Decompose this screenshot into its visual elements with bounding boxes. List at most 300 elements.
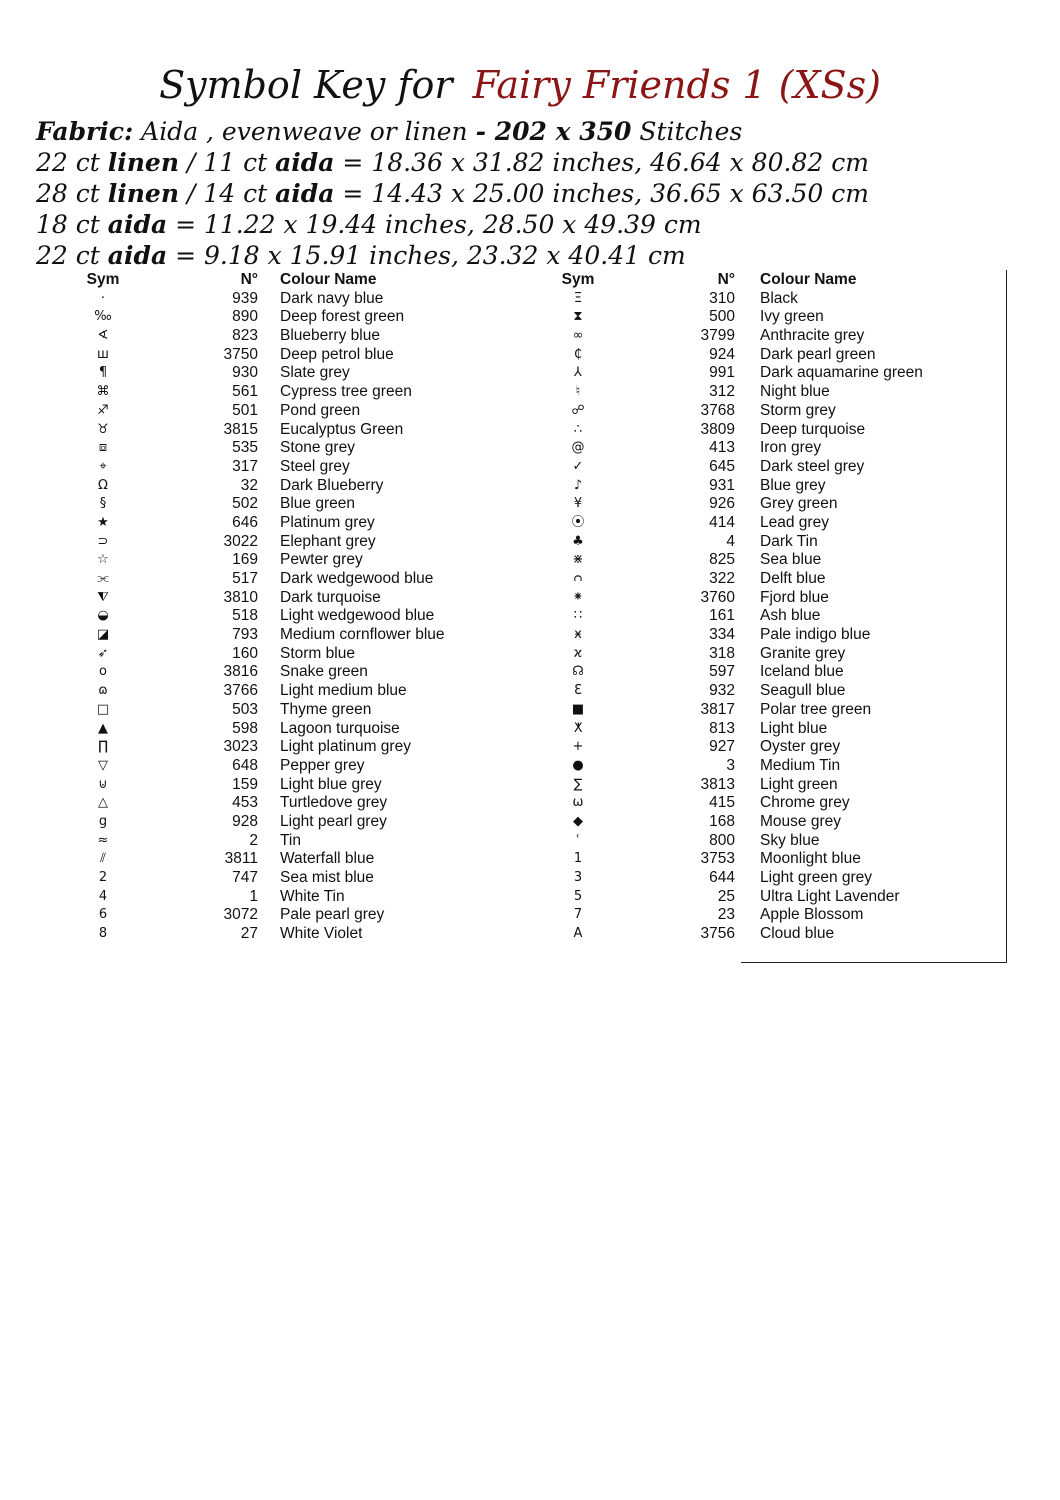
right-rows xyxy=(555,290,955,944)
symbol-cell: □ xyxy=(96,701,110,717)
number-cell: 161 xyxy=(709,607,735,625)
symbol-cell: 7 xyxy=(573,907,583,923)
table-row xyxy=(555,495,955,514)
colour-name-cell: Dark navy blue xyxy=(280,289,384,307)
fabric-label: Fabric: xyxy=(36,117,134,146)
symbol-key-left xyxy=(80,271,500,944)
size-line-part: 18 ct xyxy=(36,210,108,239)
table-row xyxy=(555,290,955,309)
symbol-cell: ⊍ xyxy=(98,776,108,792)
table-row xyxy=(80,402,500,421)
colour-name-cell: Thyme green xyxy=(280,700,372,718)
symbol-cell: ● xyxy=(572,757,584,773)
number-cell: 648 xyxy=(232,756,258,774)
number-cell: 1 xyxy=(249,887,258,905)
colour-name-cell: Dark pearl green xyxy=(760,345,876,363)
colour-name-cell: Ultra Light Lavender xyxy=(760,887,900,905)
table-row xyxy=(80,682,500,701)
colour-name-cell: Dark aquamarine green xyxy=(760,364,923,382)
table-row xyxy=(555,663,955,682)
symbol-cell: ᴒ xyxy=(573,571,583,586)
table-row xyxy=(80,570,500,589)
colour-name-cell: Iron grey xyxy=(760,439,822,457)
number-cell: 413 xyxy=(709,439,735,457)
symbol-cell: ▽ xyxy=(98,757,108,773)
table-row xyxy=(80,776,500,795)
symbol-cell: ¥ xyxy=(573,496,583,512)
number-cell: 645 xyxy=(709,457,735,475)
symbol-cell: 8 xyxy=(98,926,108,942)
symbol-cell: ∏ xyxy=(98,739,108,755)
table-row xyxy=(80,290,500,309)
colour-name-cell: Medium Tin xyxy=(760,756,841,774)
table-row xyxy=(80,832,500,851)
colour-name-cell: Delft blue xyxy=(760,570,826,587)
table-row xyxy=(555,477,955,496)
symbol-cell: 3 xyxy=(573,870,583,885)
number-cell: 318 xyxy=(709,644,735,662)
symbol-cell: g xyxy=(98,813,108,829)
colour-name-cell: Fjord blue xyxy=(760,588,829,606)
table-row xyxy=(80,738,500,757)
table-row xyxy=(555,925,955,944)
table-row xyxy=(80,477,500,496)
symbol-cell: ∷ xyxy=(573,608,583,624)
colour-name-cell: White Tin xyxy=(280,887,345,905)
number-cell: 3813 xyxy=(700,775,735,793)
colour-name-cell: Deep petrol blue xyxy=(280,345,394,363)
stitches-word: Stitches xyxy=(631,117,743,146)
number-cell: 991 xyxy=(709,364,735,382)
table-row xyxy=(555,421,955,440)
symbol-cell: ♣ xyxy=(572,533,584,549)
colour-name-cell: Light medium blue xyxy=(280,682,407,700)
table-row xyxy=(555,757,955,776)
colour-name-cell: Black xyxy=(760,289,798,307)
symbol-cell: + xyxy=(572,739,584,755)
symbol-cell: ⅄ xyxy=(574,365,582,381)
number-cell: 502 xyxy=(232,495,258,513)
symbol-cell: ⧗ xyxy=(573,309,583,325)
symbol-cell: · xyxy=(100,290,106,306)
table-header xyxy=(555,271,955,290)
colour-name-cell: Waterfall blue xyxy=(280,850,375,868)
number-cell: 503 xyxy=(232,700,258,718)
number-cell: 3810 xyxy=(223,588,258,606)
colour-name-cell: Pale indigo blue xyxy=(760,626,871,644)
colour-name-cell: Medium cornflower blue xyxy=(280,626,445,644)
symbol-cell: ⌘ xyxy=(96,384,110,400)
symbol-cell: ш xyxy=(97,346,109,362)
number-cell: 3072 xyxy=(223,906,258,924)
table-row xyxy=(80,645,500,664)
table-row xyxy=(555,888,955,907)
header-number: N° xyxy=(240,271,258,288)
symbol-cell: 4 xyxy=(98,888,108,904)
colour-name-cell: Lagoon turquoise xyxy=(280,719,400,737)
colour-name-cell: Pepper grey xyxy=(280,756,365,774)
colour-name-cell: Ash blue xyxy=(760,607,821,625)
colour-name-cell: Steel grey xyxy=(280,457,350,475)
table-row xyxy=(555,402,955,421)
symbol-cell: ⫘ xyxy=(97,571,109,586)
symbol-cell: ◪ xyxy=(96,627,110,643)
colour-name-cell: Ivy green xyxy=(760,308,824,326)
colour-name-cell: Seagull blue xyxy=(760,682,846,700)
table-row xyxy=(80,888,500,907)
fabric-line xyxy=(36,116,1036,147)
number-cell: 414 xyxy=(709,513,735,531)
symbol-cell: 1 xyxy=(573,851,583,867)
symbol-cell: ω xyxy=(572,795,584,811)
symbol-cell: ⁕ xyxy=(572,589,584,605)
number-cell: 3023 xyxy=(223,738,258,756)
symbol-cell: ♉ xyxy=(97,421,109,437)
number-cell: 159 xyxy=(232,775,258,793)
table-row xyxy=(555,589,955,608)
size-line-part: 22 ct xyxy=(36,241,108,270)
size-line-part: = 9.18 x 15.91 inches, 23.32 x 40.41 cm xyxy=(167,241,686,270)
colour-name-cell: Dark turquoise xyxy=(280,588,381,606)
symbol-cell: ⧈ xyxy=(98,440,108,456)
table-frame-right xyxy=(1006,270,1007,963)
number-cell: 924 xyxy=(709,345,735,363)
table-row xyxy=(555,682,955,701)
table-row xyxy=(555,570,955,589)
colour-name-cell: Deep forest green xyxy=(280,308,405,326)
number-cell: 800 xyxy=(709,831,735,849)
symbol-cell: Ω xyxy=(98,477,108,493)
table-row xyxy=(80,589,500,608)
number-cell: 4 xyxy=(726,532,735,550)
table-row xyxy=(80,626,500,645)
number-cell: 23 xyxy=(717,906,735,924)
fabric-size-info xyxy=(36,116,1036,271)
colour-name-cell: Granite grey xyxy=(760,644,846,662)
symbol-cell: ∴ xyxy=(573,421,583,437)
table-row xyxy=(80,607,500,626)
size-line-part: aida xyxy=(107,241,168,270)
colour-name-cell: Platinum grey xyxy=(280,513,375,531)
symbol-cell: ◆ xyxy=(573,813,583,829)
symbol-cell: A xyxy=(573,926,583,942)
number-cell: 747 xyxy=(232,869,258,886)
table-row xyxy=(80,364,500,383)
table-row xyxy=(555,645,955,664)
colour-name-cell: Stone grey xyxy=(280,439,355,457)
size-line-part: / 11 ct xyxy=(179,148,276,177)
pattern-name: Fairy Friends 1 (XSs) xyxy=(472,63,881,107)
number-cell: 3768 xyxy=(700,401,735,419)
colour-name-cell: White Violet xyxy=(280,925,363,943)
symbol-cell: ⵅ xyxy=(573,720,583,736)
size-line-part: 22 ct xyxy=(36,148,108,177)
number-cell: 3750 xyxy=(223,345,258,363)
table-row xyxy=(555,607,955,626)
colour-name-cell: Dark Tin xyxy=(760,532,818,550)
colour-name-cell: Oyster grey xyxy=(760,738,841,756)
number-cell: 932 xyxy=(709,682,735,700)
number-cell: 500 xyxy=(709,308,735,326)
colour-name-cell: Blue green xyxy=(280,495,355,513)
colour-name-cell: Sea mist blue xyxy=(280,869,374,886)
left-rows xyxy=(80,290,500,944)
colour-name-cell: Chrome grey xyxy=(760,794,850,812)
symbol-cell: ⫽ xyxy=(100,851,106,867)
table-row xyxy=(80,720,500,739)
table-row xyxy=(80,906,500,925)
header-sym: Sym xyxy=(86,271,120,288)
symbol-cell: ♮ xyxy=(575,384,581,400)
table-row xyxy=(555,439,955,458)
number-cell: 415 xyxy=(709,794,735,812)
table-row xyxy=(80,439,500,458)
colour-name-cell: Light wedgewood blue xyxy=(280,607,435,625)
colour-name-cell: Grey green xyxy=(760,495,838,513)
colour-name-cell: Snake green xyxy=(280,663,368,681)
header-sym: Sym xyxy=(561,271,595,288)
number-cell: 310 xyxy=(709,289,735,307)
table-row xyxy=(555,364,955,383)
colour-name-cell: Pond green xyxy=(280,401,361,419)
table-row xyxy=(80,458,500,477)
colour-name-cell: Cypress tree green xyxy=(280,383,412,401)
number-cell: 3799 xyxy=(700,327,735,345)
symbol-cell: ♐ xyxy=(97,402,109,418)
colour-name-cell: Deep turquoise xyxy=(760,420,866,438)
symbol-cell: 2 xyxy=(98,870,108,885)
table-row xyxy=(555,327,955,346)
size-line xyxy=(36,240,1036,271)
table-row xyxy=(555,813,955,832)
number-cell: 25 xyxy=(717,887,735,905)
symbol-cell: ≈ xyxy=(97,832,109,848)
table-row xyxy=(555,514,955,533)
table-row xyxy=(555,832,955,851)
symbol-cell: ◒ xyxy=(97,608,109,624)
colour-name-cell: Tin xyxy=(280,831,301,849)
colour-name-cell: Anthracite grey xyxy=(760,327,865,345)
fabric-types: Aida , evenweave or linen xyxy=(133,117,476,146)
table-row xyxy=(80,514,500,533)
symbol-cell: ʿ xyxy=(576,832,580,848)
symbol-cell: ☊ xyxy=(572,664,584,680)
table-row xyxy=(80,701,500,720)
symbol-cell: 5 xyxy=(573,888,583,904)
symbol-cell: @ xyxy=(571,440,585,456)
number-cell: 926 xyxy=(709,495,735,513)
fabric-dash: - xyxy=(475,117,495,146)
size-line-part: aida xyxy=(275,148,335,177)
table-row xyxy=(555,906,955,925)
table-row xyxy=(80,551,500,570)
symbol-cell: ☍ xyxy=(571,402,585,418)
table-row xyxy=(80,794,500,813)
table-row xyxy=(555,626,955,645)
size-lines xyxy=(36,147,1036,271)
symbol-cell: § xyxy=(99,496,107,512)
colour-name-cell: Dark wedgewood blue xyxy=(280,570,434,587)
size-line-part: = 11.22 x 19.44 inches, 28.50 x 49.39 cm xyxy=(167,210,702,239)
colour-name-cell: Light blue grey xyxy=(280,775,382,793)
number-cell: 3766 xyxy=(223,682,258,700)
symbol-cell: ∢ xyxy=(97,328,109,344)
number-cell: 644 xyxy=(709,869,735,886)
colour-name-cell: Moonlight blue xyxy=(760,850,861,868)
table-row xyxy=(80,869,500,888)
symbol-cell: ϰ xyxy=(573,645,583,661)
symbol-cell: ¶ xyxy=(98,365,108,381)
number-cell: 927 xyxy=(709,738,735,756)
stitch-count: 202 x 350 xyxy=(494,117,632,146)
colour-name-cell: Blue grey xyxy=(760,476,826,494)
symbol-cell: ∞ xyxy=(572,328,584,344)
table-row xyxy=(555,720,955,739)
number-cell: 535 xyxy=(232,439,258,457)
colour-name-cell: Dark steel grey xyxy=(760,457,865,475)
table-row xyxy=(555,308,955,327)
colour-name-cell: Sea blue xyxy=(760,551,822,569)
table-row xyxy=(80,757,500,776)
colour-name-cell: Lead grey xyxy=(760,513,829,531)
number-cell: 793 xyxy=(232,626,258,644)
symbol-cell: ▲ xyxy=(98,720,108,736)
number-cell: 646 xyxy=(232,513,258,531)
title-prefix: Symbol Key for xyxy=(159,63,453,107)
number-cell: 3756 xyxy=(700,925,735,943)
table-row xyxy=(80,925,500,944)
table-row xyxy=(80,346,500,365)
number-cell: 32 xyxy=(240,476,258,494)
symbol-cell: ‰ xyxy=(94,309,112,325)
symbol-cell: Ξ xyxy=(573,290,583,306)
table-row xyxy=(80,533,500,552)
number-cell: 939 xyxy=(232,289,258,307)
table-row xyxy=(555,776,955,795)
colour-name-cell: Light platinum grey xyxy=(280,738,411,756)
number-cell: 598 xyxy=(232,719,258,737)
symbol-cell: ✓ xyxy=(572,458,584,474)
size-line xyxy=(36,147,1036,178)
colour-name-cell: Pewter grey xyxy=(280,551,363,569)
number-cell: 168 xyxy=(709,812,735,830)
colour-name-cell: Light green grey xyxy=(760,869,873,886)
colour-name-cell: Cloud blue xyxy=(760,925,835,943)
symbol-cell: ★ xyxy=(97,514,109,530)
number-cell: 928 xyxy=(232,812,258,830)
colour-name-cell: Slate grey xyxy=(280,364,350,382)
colour-name-cell: Sky blue xyxy=(760,831,820,849)
number-cell: 312 xyxy=(709,383,735,401)
table-row xyxy=(555,551,955,570)
table-row xyxy=(555,346,955,365)
table-row xyxy=(80,850,500,869)
size-line-part: linen xyxy=(107,179,180,208)
number-cell: 890 xyxy=(232,308,258,326)
number-cell: 931 xyxy=(709,476,735,494)
symbol-cell: ■ xyxy=(571,701,585,717)
colour-name-cell: Blueberry blue xyxy=(280,327,380,345)
table-row xyxy=(555,850,955,869)
colour-name-cell: Light green xyxy=(760,775,838,793)
number-cell: 3816 xyxy=(223,663,258,681)
symbol-cell: ⦿ xyxy=(571,514,585,530)
table-row xyxy=(80,383,500,402)
number-cell: 3760 xyxy=(700,588,735,606)
size-line-part: linen xyxy=(107,148,180,177)
size-line xyxy=(36,209,1036,240)
symbol-cell: Ɛ xyxy=(574,683,582,699)
number-cell: 27 xyxy=(240,925,258,943)
table-row xyxy=(555,794,955,813)
size-line xyxy=(36,178,1036,209)
symbol-cell: ӿ xyxy=(574,627,582,643)
size-line-part: / 14 ct xyxy=(179,179,276,208)
symbol-cell: ➶ xyxy=(97,645,109,661)
table-row xyxy=(80,813,500,832)
colour-name-cell: Turtledove grey xyxy=(280,794,388,812)
size-line-part: aida xyxy=(107,210,168,239)
number-cell: 3817 xyxy=(700,700,735,718)
symbol-cell: ☆ xyxy=(97,552,109,568)
colour-name-cell: Eucalyptus Green xyxy=(280,420,404,438)
number-cell: 3809 xyxy=(700,420,735,438)
symbol-cell: ⧨ xyxy=(97,589,109,605)
symbol-cell: ⋇ xyxy=(572,552,584,568)
header-colour-name: Colour Name xyxy=(280,271,377,288)
colour-name-cell: Elephant grey xyxy=(280,532,376,550)
number-cell: 334 xyxy=(709,626,735,644)
symbol-cell: ⌖ xyxy=(99,458,107,474)
table-row xyxy=(555,738,955,757)
symbol-cell: ₵ xyxy=(573,346,583,362)
number-cell: 2 xyxy=(249,831,258,849)
number-cell: 501 xyxy=(232,401,258,419)
number-cell: 518 xyxy=(232,607,258,625)
symbol-cell: ⊃ xyxy=(97,533,109,549)
symbol-cell: ɷ xyxy=(98,683,108,699)
symbol-cell: 6 xyxy=(98,907,108,923)
table-row xyxy=(555,869,955,888)
colour-name-cell: Iceland blue xyxy=(760,663,844,681)
page-title xyxy=(0,58,1040,112)
number-cell: 825 xyxy=(709,551,735,569)
number-cell: 169 xyxy=(232,551,258,569)
table-row xyxy=(555,701,955,720)
colour-name-cell: Mouse grey xyxy=(760,812,841,830)
size-line-part: = 14.43 x 25.00 inches, 36.65 x 63.50 cm xyxy=(334,179,869,208)
colour-name-cell: Light pearl grey xyxy=(280,812,387,830)
table-row xyxy=(80,663,500,682)
table-row xyxy=(555,383,955,402)
table-header xyxy=(80,271,500,290)
number-cell: 517 xyxy=(232,570,258,587)
number-cell: 3815 xyxy=(223,420,258,438)
number-cell: 597 xyxy=(709,663,735,681)
table-row xyxy=(80,421,500,440)
number-cell: 3811 xyxy=(224,850,258,868)
symbol-cell: o xyxy=(99,664,107,680)
size-line-part: aida xyxy=(275,179,335,208)
table-row xyxy=(80,308,500,327)
size-line-part: = 18.36 x 31.82 inches, 46.64 x 80.82 cm xyxy=(334,148,869,177)
size-line-part: 28 ct xyxy=(36,179,108,208)
number-cell: 813 xyxy=(709,719,735,737)
colour-name-cell: Apple Blossom xyxy=(760,906,864,924)
symbol-cell: ♪ xyxy=(573,477,583,493)
table-frame-bottom xyxy=(741,962,1007,963)
table-row xyxy=(555,533,955,552)
